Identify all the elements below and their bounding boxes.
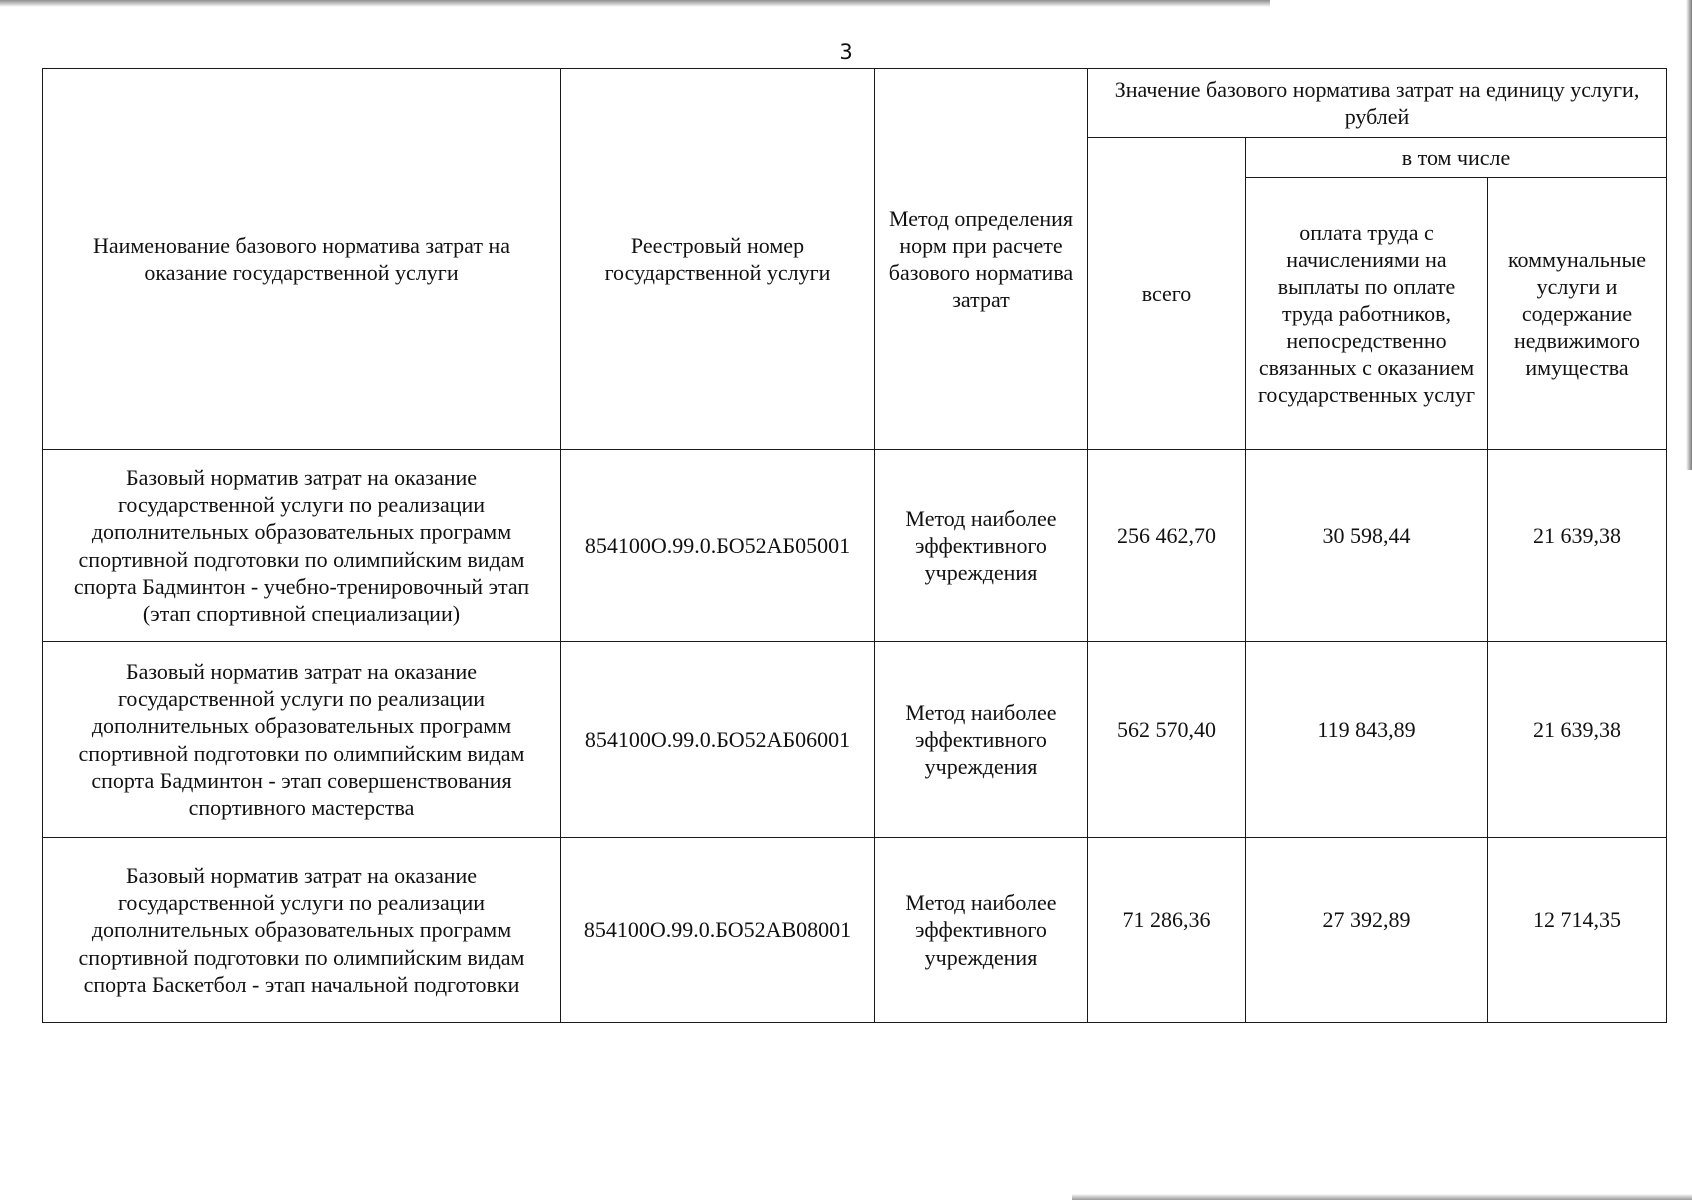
row-name: Базовый норматив затрат на оказание государственной услуги по реализации дополнительных образовательных программ спортивной подготовки по олимпийским видам спорта Бадминтон - учебно-тренировочный этап (этап спортивной специализации) <box>43 450 561 642</box>
row-labor: 27 392,89 <box>1322 907 1411 933</box>
row-total: 71 286,36 <box>1122 907 1211 933</box>
header-including: в том числе <box>1246 138 1667 178</box>
row-labor-cell <box>1246 450 1488 642</box>
row-utilities-cell <box>1488 642 1667 838</box>
row-utilities: 21 639,38 <box>1533 716 1622 742</box>
row-registry: 854100О.99.0.БО52АБ05001 <box>561 450 875 642</box>
row-utilities: 21 639,38 <box>1533 522 1622 548</box>
header-total: всего <box>1088 138 1246 450</box>
row-labor-cell <box>1246 642 1488 838</box>
scan-edge-top <box>0 0 1270 7</box>
header-registry: Реестровый номер государственной услуги <box>561 69 875 450</box>
row-registry: 854100О.99.0.БО52АБ06001 <box>561 642 875 838</box>
row-method: Метод наиболее эффективного учреждения <box>875 450 1088 642</box>
cost-norms-table <box>42 68 1667 1023</box>
row-utilities: 12 714,35 <box>1533 907 1622 933</box>
table-row <box>43 450 1667 642</box>
row-name: Базовый норматив затрат на оказание государственной услуги по реализации дополнительных образовательных программ спортивной подготовки по олимпийским видам спорта Баскетбол - этап начальной подготовки <box>43 838 561 1023</box>
row-name: Базовый норматив затрат на оказание государственной услуги по реализации дополнительных образовательных программ спортивной подготовки по олимпийским видам спорта Бадминтон - этап совершенствования спортивного мастерства <box>43 642 561 838</box>
row-labor-cell <box>1246 838 1488 1023</box>
row-labor: 30 598,44 <box>1322 522 1411 548</box>
row-total-cell <box>1088 642 1246 838</box>
row-total: 562 570,40 <box>1117 716 1216 742</box>
scan-edge-bottom <box>1072 1194 1692 1200</box>
header-name: Наименование базового норматива затрат на оказание государственной услуги <box>43 69 561 450</box>
row-total: 256 462,70 <box>1117 522 1216 548</box>
header-row-1 <box>43 69 1667 138</box>
table-row <box>43 642 1667 838</box>
header-method: Метод определения норм при расчете базового норматива затрат <box>875 69 1088 450</box>
row-total-cell <box>1088 450 1246 642</box>
row-registry: 854100О.99.0.БО52АВ08001 <box>561 838 875 1023</box>
header-value-group: Значение базового норматива затрат на единицу услуги, рублей <box>1088 69 1667 138</box>
header-labor: оплата труда с начислениями на выплаты по оплате труда работников, непосредственно связанных с оказанием государственных услуг <box>1246 178 1488 450</box>
row-labor: 119 843,89 <box>1317 716 1416 742</box>
header-utilities: коммунальные услуги и содержание недвижимого имущества <box>1488 178 1667 450</box>
page-number: 3 <box>839 40 853 64</box>
table-row <box>43 838 1667 1023</box>
row-method: Метод наиболее эффективного учреждения <box>875 642 1088 838</box>
row-total-cell <box>1088 838 1246 1023</box>
row-method: Метод наиболее эффективного учреждения <box>875 838 1088 1023</box>
row-utilities-cell <box>1488 838 1667 1023</box>
scan-edge-right <box>1686 0 1692 470</box>
row-utilities-cell <box>1488 450 1667 642</box>
